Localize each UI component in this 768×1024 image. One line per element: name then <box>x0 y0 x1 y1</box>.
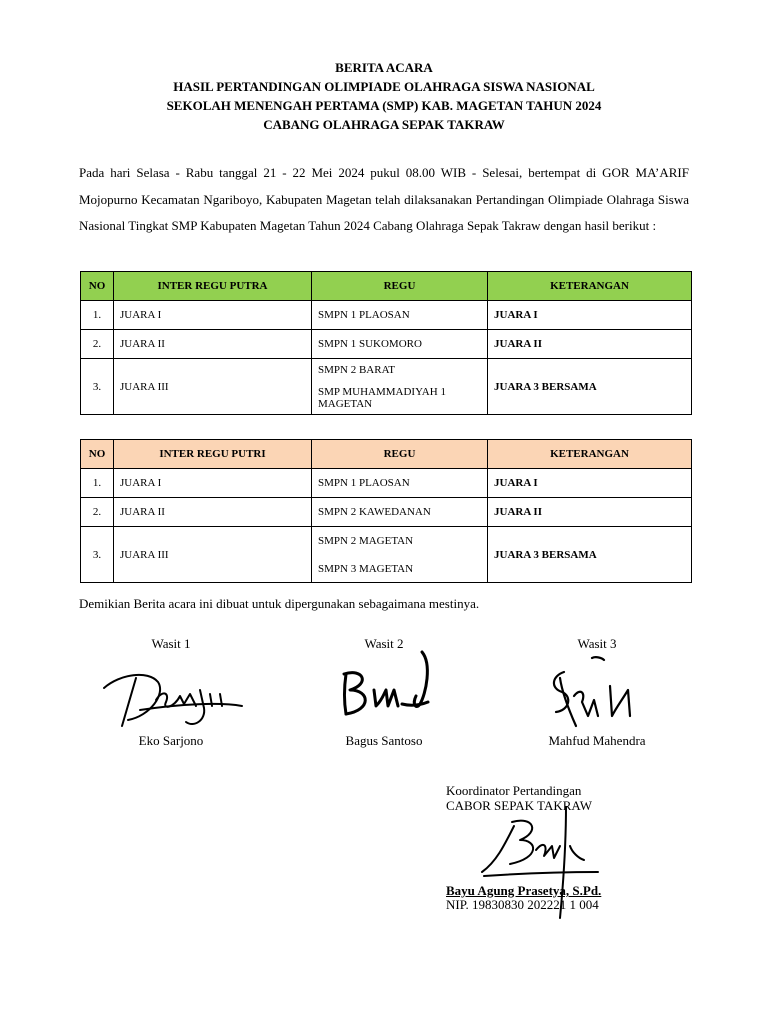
signature-label-wasit-3: Wasit 3 <box>577 636 617 651</box>
signature-name-wasit-2: Bagus Santoso <box>345 733 423 748</box>
row-no: 3. <box>81 359 114 415</box>
signature-label-wasit-2: Wasit 2 <box>364 636 404 651</box>
regu-line-2: SMPN 3 MAGETAN <box>318 562 414 575</box>
signature-image-wasit-1 <box>100 660 250 732</box>
row-regu: SMPN 1 SUKOMORO <box>312 330 488 359</box>
row-regu: SMPN 1 PLAOSAN <box>312 301 488 330</box>
row-keterangan: JUARA II <box>488 330 692 359</box>
regu-line-2: SMP MUHAMMADIYAH 1 <box>318 385 446 398</box>
table-row <box>81 469 692 498</box>
header-regu: REGU <box>312 440 488 469</box>
row-regu <box>312 527 488 583</box>
row-no: 1. <box>81 469 114 498</box>
regu-line-1: SMPN 2 BARAT <box>318 363 396 376</box>
title-line-3: SEKOLAH MENENGAH PERTAMA (SMP) KAB. MAGETAN TAHUN 2024 <box>166 98 602 113</box>
intro-paragraph: Pada hari Selasa - Rabu tanggal 21 - 22 Mei 2024 pukul 08.00 WIB - Selesai, bertempat di GOR MA’ARIF Mojopurno Kecamatan Ngariboyo, Kabupaten Magetan telah dilaksanakan Pertandingan Olimpiade Olahraga Siswa Nasional Tingkat SMP Kabupaten Magetan Tahun 2024 Cabang Olahraga Sepak Takraw dengan hasil berikut : <box>79 165 689 233</box>
row-regu: SMPN 1 PLAOSAN <box>312 469 488 498</box>
header-category: INTER REGU PUTRA <box>114 272 312 301</box>
title-line-4: CABANG OLAHRAGA SEPAK TAKRAW <box>263 117 505 132</box>
row-keterangan: JUARA 3 BERSAMA <box>488 359 692 415</box>
row-no: 3. <box>81 527 114 583</box>
row-keterangan: JUARA 3 BERSAMA <box>488 527 692 583</box>
table-row <box>81 527 692 583</box>
regu-line-1: SMPN 2 MAGETAN <box>318 534 414 547</box>
title-line-1: BERITA ACARA <box>335 60 433 75</box>
row-keterangan: JUARA I <box>488 301 692 330</box>
table-header-row <box>81 272 692 301</box>
row-regu: SMPN 2 KAWEDANAN <box>312 498 488 527</box>
coordinator-name: Bayu Agung Prasetya, S.Pd. <box>446 883 602 898</box>
closing-statement: Demikian Berita acara ini dibuat untuk dipergunakan sebagaimana mestinya. <box>79 596 480 611</box>
row-category: JUARA I <box>114 469 312 498</box>
row-category: JUARA II <box>114 498 312 527</box>
row-category: JUARA II <box>114 330 312 359</box>
row-category: JUARA III <box>114 359 312 415</box>
signature-name-wasit-1: Eko Sarjono <box>138 733 204 748</box>
row-category: JUARA III <box>114 527 312 583</box>
results-table-putri <box>80 439 692 583</box>
header-no: NO <box>81 440 114 469</box>
row-keterangan: JUARA I <box>488 469 692 498</box>
header-keterangan: KETERANGAN <box>488 440 692 469</box>
row-category: JUARA I <box>114 301 312 330</box>
signature-name-wasit-3: Mahfud Mahendra <box>548 733 646 748</box>
signature-label-wasit-1: Wasit 1 <box>151 636 191 651</box>
header-regu: REGU <box>312 272 488 301</box>
row-regu <box>312 359 488 415</box>
table-header-row <box>81 440 692 469</box>
signature-image-wasit-3 <box>540 656 644 736</box>
results-table-putra <box>80 271 692 415</box>
document-title <box>0 58 768 134</box>
row-no: 1. <box>81 301 114 330</box>
header-no: NO <box>81 272 114 301</box>
row-keterangan: JUARA II <box>488 498 692 527</box>
title-line-2: HASIL PERTANDINGAN OLIMPIADE OLAHRAGA SISWA NASIONAL <box>173 79 595 94</box>
table-row <box>81 330 692 359</box>
coordinator-nip: NIP. 19830830 202221 1 004 <box>446 897 599 912</box>
coordinator-title-line-1: Koordinator Pertandingan <box>446 783 582 798</box>
regu-line-3: MAGETAN <box>318 397 373 410</box>
coordinator-title-line-2: CABOR SEPAK TAKRAW <box>446 798 593 813</box>
table-row <box>81 359 692 415</box>
header-category: INTER REGU PUTRI <box>114 440 312 469</box>
table-row <box>81 301 692 330</box>
row-no: 2. <box>81 330 114 359</box>
table-row <box>81 498 692 527</box>
header-keterangan: KETERANGAN <box>488 272 692 301</box>
row-no: 2. <box>81 498 114 527</box>
signature-image-wasit-2 <box>336 644 440 724</box>
coordinator-identity <box>446 884 601 912</box>
